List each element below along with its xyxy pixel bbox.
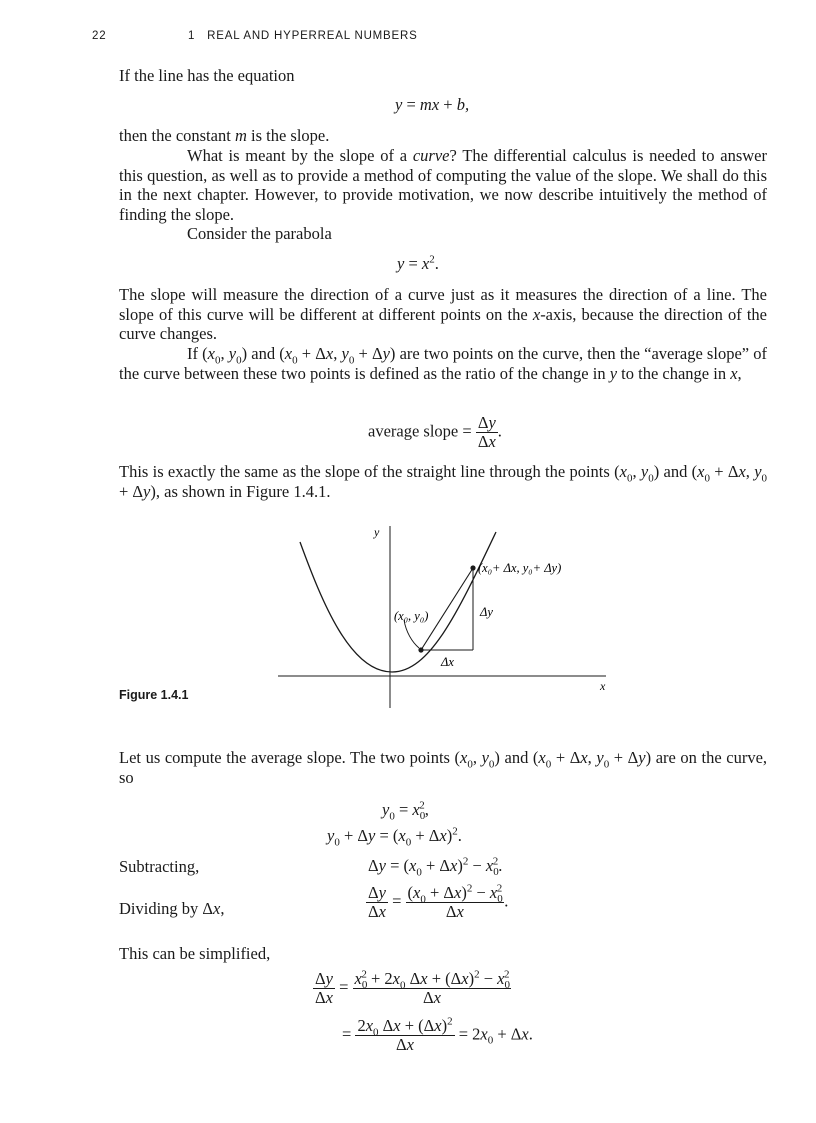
paragraph-consider-parabola: Consider the parabola: [187, 224, 332, 243]
paragraph-line-equation-intro: If the line has the equation: [119, 66, 295, 85]
secant-line: [421, 568, 473, 650]
label-dividing: Dividing by Δx,: [119, 899, 225, 918]
equation-parabola: $y = x^2$.: [397, 253, 439, 273]
parabola-curve: [300, 532, 496, 672]
equation-simplify-2: = $\frac{2x_0 \Delta x + (\Delta x)^2}{\Delta x}$ = $2x_0 + \Delta x$.: [342, 1015, 533, 1054]
equation-y0: $y_0 = x_0^2$,: [382, 799, 429, 823]
label-subtracting: Subtracting,: [119, 857, 200, 876]
point-upper-label: (x₀+ Δx, y₀+ Δy): [478, 561, 562, 575]
label-leader: [404, 620, 419, 648]
paragraph-straight-line: This is exactly the same as the slope of the straight line through the points ($x_0$, $y_0$) and ($x_0 + \Delta x$, $y_0 + \Delta y$), as shown in Figure 1.4.1.: [119, 462, 768, 501]
equation-subtracting: $\Delta y = (x_0 + \Delta x)^2 - x_0^2$.: [368, 855, 503, 879]
equation-average-slope: average slope = $\frac{\Delta y}{\Delta x}$ .: [368, 413, 502, 451]
equation-simplify-1: $\frac{\Delta y}{\Delta x}$ = $\frac{x_0^2 + 2x_0 \Delta x + (\Delta x)^2 - x_0^2}{\Delta x}$: [315, 968, 510, 1007]
equation-dividing: $\frac{\Delta y}{\Delta x}$ = $\frac{(x_0 + \Delta x)^2 - x_0^2}{\Delta x}$ .: [368, 882, 509, 921]
point-upper: [470, 565, 475, 570]
paragraph-curve-slope: What is meant by the slope of a curve? The differential calculus is needed to answer this question, as well as to provide a method of computing the value of the slope. We shall do this in the next chapter. However, to provide motivation, we now describe intuitively the method of finding the slope.: [119, 146, 767, 224]
equation-y0-plus-dy: $y_0 + \Delta y = (x_0 + \Delta x)^2$.: [327, 825, 462, 849]
point-lower: [418, 647, 423, 652]
paragraph-slope-constant: then the constant m is the slope.: [119, 126, 330, 145]
paragraph-simplified: This can be simplified,: [119, 944, 271, 963]
delta-x-label: Δx: [441, 655, 454, 669]
figure-parabola: [270, 522, 620, 712]
equation-line: y = mx + b,: [395, 95, 470, 114]
x-axis-label: x: [600, 679, 606, 693]
y-axis-label: y: [374, 525, 380, 539]
delta-y-label: Δy: [480, 605, 493, 619]
figure-caption: Figure 1.4.1: [119, 688, 189, 702]
paragraph-direction: The slope will measure the direction of a curve just as it measures the direction of a line. The slope of this curve will be different at different points on the x-axis, because the direction of the curve changes.: [119, 285, 767, 343]
running-header: 1 REAL AND HYPERREAL NUMBERS: [188, 30, 418, 42]
point-lower-label: (x₀, y₀): [394, 609, 429, 623]
paragraph-compute-average: Let us compute the average slope. The two points ($x_0$, $y_0$) and ($x_0 + \Delta x$, $y_0 + \Delta y$) are on the curve, so: [119, 748, 768, 787]
paragraph-average-slope-def: If ($x_0$, $y_0$) and ($x_0 + \Delta x$, $y_0 + \Delta y$) are two points on the curve, then the “average slope” of the curve between these two points is defined as the ratio of the change in y to the change in x,: [119, 344, 768, 383]
page-number: 22: [92, 30, 107, 42]
